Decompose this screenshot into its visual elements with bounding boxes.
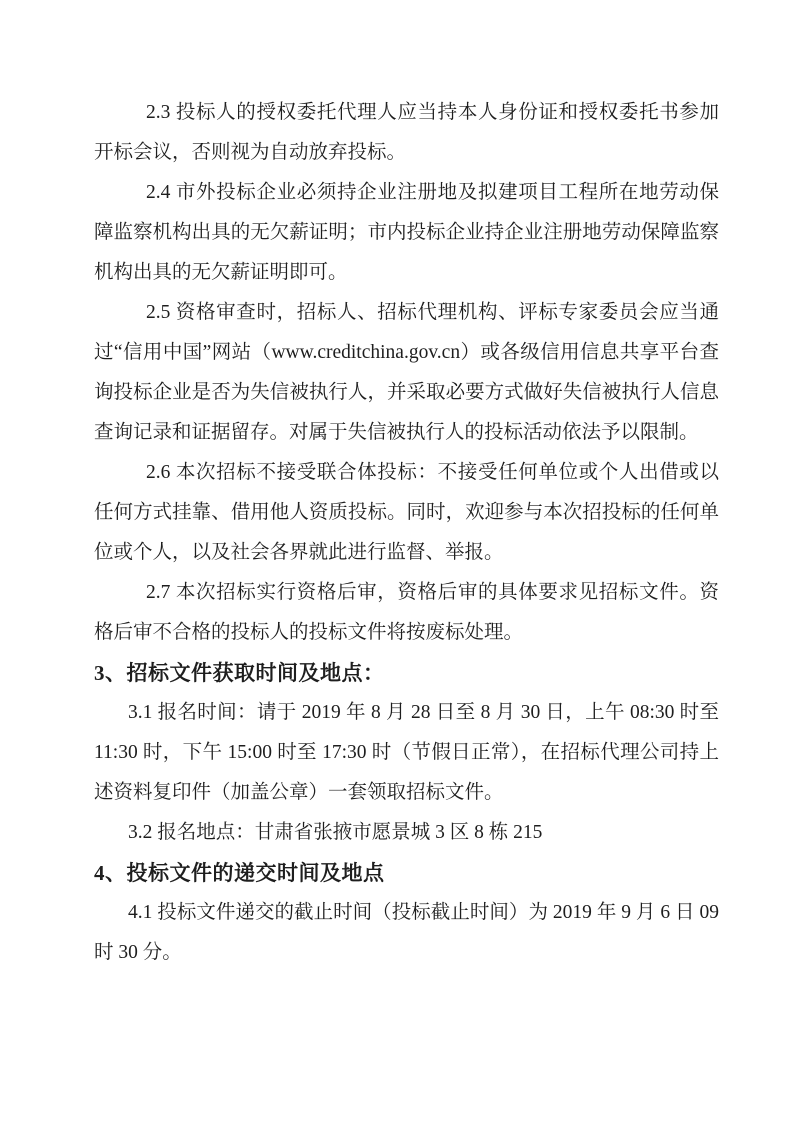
section-4-heading: 4、投标文件的递交时间及地点: [94, 861, 385, 885]
clause-3-2: 3.2 报名地点：甘肃省张掖市愿景城 3 区 8 栋 215: [128, 822, 543, 843]
section-3: [94, 653, 719, 853]
section-4: [94, 853, 719, 973]
section-3-heading: 3、招标文件获取时间及地点：: [94, 661, 385, 685]
clause-4-1: 4.1 投标文件递交的截止时间（投标截止时间）为 2019 年 9 月 6 日 09 时 30 分。: [94, 902, 719, 963]
clause-2-4: 2.4 市外投标企业必须持企业注册地及拟建项目工程所在地劳动保障监察机构出具的无欠薪证明；市内投标企业持企业注册地劳动保障监察机构出具的无欠薪证明即可。: [94, 182, 719, 283]
document-body: [94, 93, 719, 973]
section-2-clauses: [94, 93, 719, 653]
clause-2-7: 2.7 本次招标实行资格后审，资格后审的具体要求见招标文件。资格后审不合格的投标人的投标文件将按废标处理。: [94, 582, 719, 643]
clause-2-6: 2.6 本次招标不接受联合体投标：不接受任何单位或个人出借或以任何方式挂靠、借用他人资质投标。同时，欢迎参与本次招投标的任何单位或个人，以及社会各界就此进行监督、举报。: [94, 462, 719, 563]
clause-3-1: 3.1 报名时间：请于 2019 年 8 月 28 日至 8 月 30 日，上午 08:30 时至 11:30 时，下午 15:00 时至 17:30 时（节假日正常），在招标代理公司持上述资料复印件（加盖公章）一套领取招标文件。: [94, 702, 719, 803]
clause-2-5: 2.5 资格审查时，招标人、招标代理机构、评标专家委员会应当通过“信用中国”网站（www.creditchina.gov.cn）或各级信用信息共享平台查询投标企业是否为失信被执行人，并采取必要方式做好失信被执行人信息查询记录和证据留存。对属于失信被执行人的投标活动依法予以限制。: [94, 302, 719, 443]
clause-2-3: 2.3 投标人的授权委托代理人应当持本人身份证和授权委托书参加开标会议，否则视为自动放弃投标。: [94, 102, 719, 163]
